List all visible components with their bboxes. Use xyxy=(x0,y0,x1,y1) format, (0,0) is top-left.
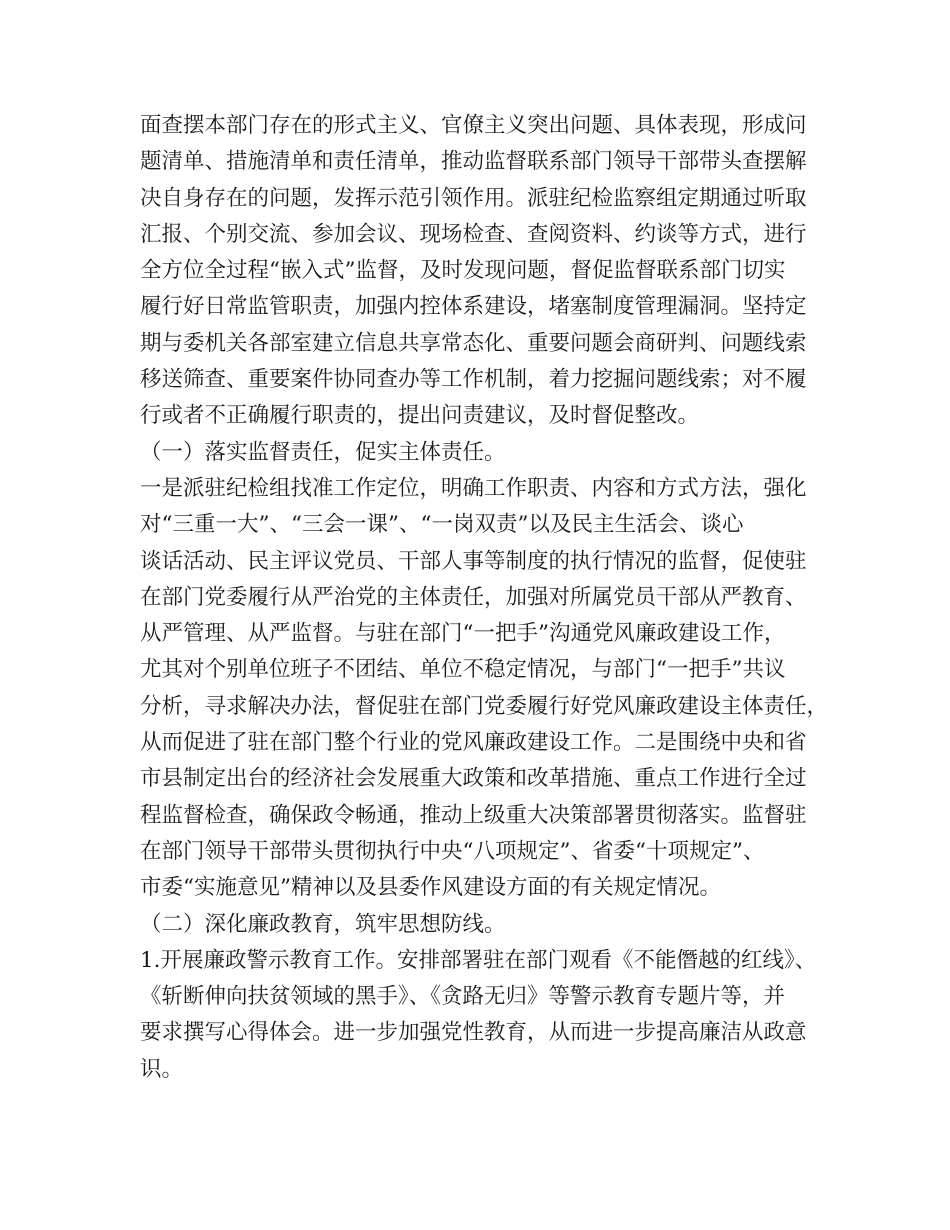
text-line: 一是派驻纪检组找准工作定位，明确工作职责、内容和方式方法，强化 xyxy=(140,475,807,501)
text-line: 从严管理、从严监督。与驻在部门“一把手”沟通党风廉政建设工作， xyxy=(140,621,786,647)
text-line: 履行好日常监管职责，加强内控体系建设，堵塞制度管理漏洞。坚持定 xyxy=(140,294,807,320)
text-line: 汇报、个别交流、参加会议、现场检查、查阅资料、约谈等方式，进行 xyxy=(140,221,807,247)
text-line: 识。 xyxy=(140,1056,184,1082)
text-line: 从而促进了驻在部门整个行业的党风廉政建设工作。二是围绕中央和省 xyxy=(140,730,807,756)
text-line: 题清单、措施清单和责任清单，推动监督联系部门领导干部带头查摆解 xyxy=(140,149,807,175)
text-line: 面查摆本部门存在的形式主义、官僚主义突出问题、具体表现，形成问 xyxy=(140,113,807,138)
text-line: 行或者不正确履行职责的，提出问责建议，及时督促整改。 xyxy=(140,403,700,429)
text-line: 尤其对个别单位班子不团结、单位不稳定情况，与部门“一把手”共议 xyxy=(140,657,786,683)
text-line: 期与委机关各部室建立信息共享常态化、重要问题会商研判、问题线索 xyxy=(140,330,807,356)
text-line: 市委“实施意见”精神以及县委作风建设方面的有关规定情况。 xyxy=(140,875,721,901)
text-line: 1.开展廉政警示教育工作。安排部署驻在部门观看《不能僭越的红线》、 xyxy=(140,947,817,973)
text-line: 要求撰写心得体会。进一步加强党性教育，从而进一步提高廉洁从政意 xyxy=(140,1020,807,1046)
text-line: 市县制定出台的经济社会发展重大政策和改革措施、重点工作进行全过 xyxy=(140,766,807,792)
text-line: 《斩断伸向扶贫领域的黑手》、《贪路无归》等警示教育专题片等，并 xyxy=(140,984,786,1010)
text-line: 在部门领导干部带头贯彻执行中央“八项规定”、省委“十项规定”、 xyxy=(140,838,765,864)
text-line: 对“三重一大”、“三会一课”、“一岗双责”以及民主生活会、谈心 xyxy=(140,512,744,538)
text-line: 在部门党委履行从严治党的主体责任，加强对所属党员干部从严教育、 xyxy=(140,584,807,610)
text-line: 移送筛查、重要案件协同查办等工作机制，着力挖掘问题线索；对不履 xyxy=(140,367,807,393)
text-line: 程监督检查，确保政令畅通，推动上级重大决策部署贯彻落实。监督驻 xyxy=(140,802,807,828)
text-line: 全方位全过程“嵌入式”监督，及时发现问题，督促监督联系部门切实 xyxy=(140,258,786,284)
body-text xyxy=(140,108,830,1088)
text-line: （一）落实监督责任，促实主体责任。 xyxy=(140,439,506,465)
text-line: 谈话活动、民主评议党员、干部人事等制度的执行情况的监督，促使驻 xyxy=(140,548,807,574)
text-line: 决自身存在的问题，发挥示范引领作用。派驻纪检监察组定期通过听取 xyxy=(140,185,807,211)
text-line: 分析，寻求解决办法，督促驻在部门党委履行好党风廉政建设主体责任， xyxy=(140,693,829,719)
text-line: （二）深化廉政教育，筑牢思想防线。 xyxy=(140,911,506,937)
